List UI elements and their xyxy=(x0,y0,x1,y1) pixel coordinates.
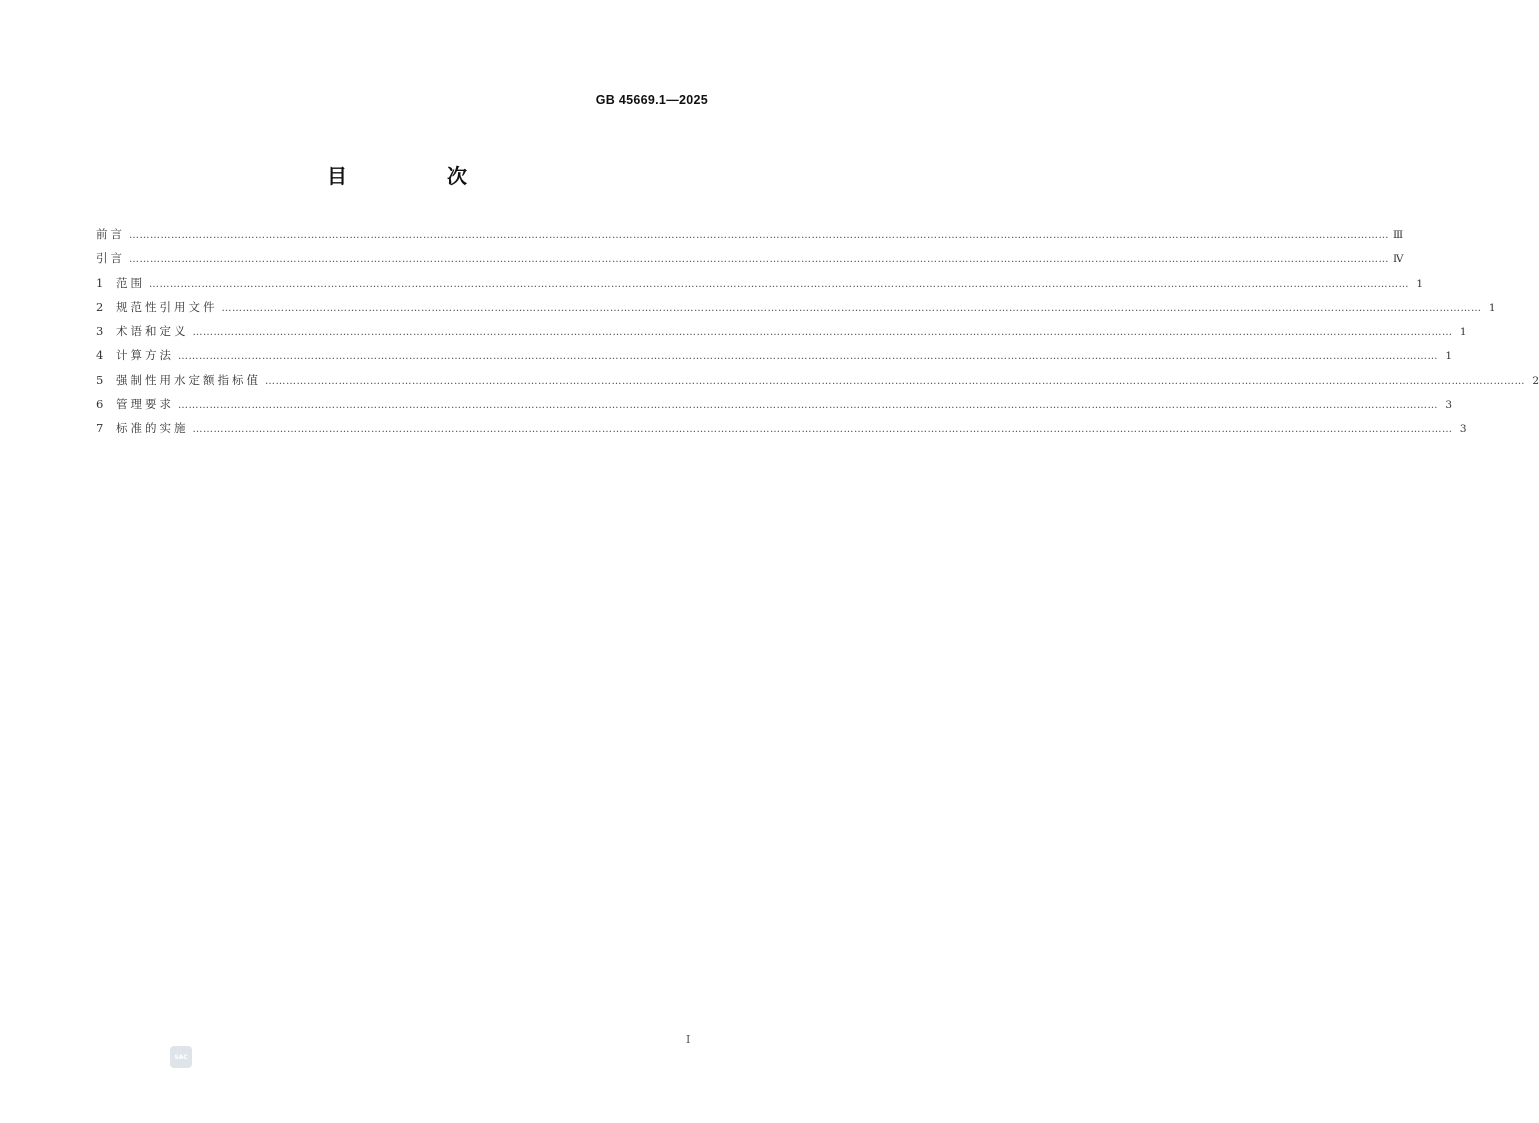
toc-entry[interactable] xyxy=(96,420,1467,444)
toc-entry[interactable] xyxy=(96,323,1467,347)
toc-leader-dots: ……………………………………………………………………………………………………………………………………………………………………………………………………………………………………………………………………………………………………………………………… xyxy=(178,400,1438,412)
toc-entry-page: Ⅳ xyxy=(1393,253,1404,266)
toc-leader-dots: ……………………………………………………………………………………………………………………………………………………………………………………………………………………………………………………………………………………………………………………………… xyxy=(129,254,1389,266)
toc-leader-dots: ……………………………………………………………………………………………………………………………………………………………………………………………………………………………………………………………………………………………………………………………… xyxy=(221,302,1482,314)
toc-entry-page: 3 xyxy=(1445,399,1452,412)
toc-leader-dots: ……………………………………………………………………………………………………………………………………………………………………………………………………………………………………………………………………………………………………………………………… xyxy=(265,375,1525,387)
toc-entry-number: 2 xyxy=(96,299,104,314)
toc-leader-dots: ……………………………………………………………………………………………………………………………………………………………………………………………………………………………………………………………………………………………………………………………… xyxy=(192,424,1453,436)
toc-entry-number: 5 xyxy=(96,372,104,387)
toc-leader-dots: ……………………………………………………………………………………………………………………………………………………………………………………………………………………………………………………………………………………………………………………………… xyxy=(192,327,1453,339)
toc-entry-number: 4 xyxy=(96,348,104,363)
toc-entry-number: 7 xyxy=(96,421,104,436)
toc-entry[interactable] xyxy=(96,250,1404,274)
toc-entry-label: 前言 xyxy=(96,227,125,241)
toc-entry-label: 管理要求 xyxy=(116,397,174,412)
toc-entry-label: 引言 xyxy=(96,251,125,266)
toc-entry-page: 3 xyxy=(1459,423,1467,436)
toc-entry-page: Ⅲ xyxy=(1393,229,1404,241)
toc-entry-page: 1 xyxy=(1416,277,1423,290)
standard-code: GB 45669.1—2025 xyxy=(595,93,708,107)
toc-entry-page: 2 xyxy=(1532,374,1539,387)
page-number: I xyxy=(686,1033,691,1046)
toc-entry[interactable] xyxy=(96,299,1496,323)
toc-leader-dots: ……………………………………………………………………………………………………………………………………………………………………………………………………………………………………………………………………………………………………………………………… xyxy=(149,278,1409,290)
toc-entry[interactable] xyxy=(96,372,1539,396)
toc-leader-dots: ……………………………………………………………………………………………………………………………………………………………………………………………………………………………………………………………………………………………………………………………… xyxy=(178,351,1438,363)
toc-entry-number: 3 xyxy=(96,324,104,339)
toc-entry-label: 标准的实施 xyxy=(116,421,189,436)
toc-entry[interactable] xyxy=(96,347,1452,371)
toc-entry[interactable] xyxy=(96,226,1404,250)
toc-entry[interactable] xyxy=(96,396,1452,420)
toc-entry-label: 强制性用水定额指标值 xyxy=(116,372,261,387)
toc-entry-label: 范围 xyxy=(116,275,145,290)
sac-logo-icon: SAC xyxy=(170,1046,192,1068)
toc-entry-label: 术语和定义 xyxy=(116,324,189,339)
page-title: 目 次 xyxy=(327,164,507,188)
toc-entry-page: 1 xyxy=(1459,326,1467,339)
toc-entry[interactable] xyxy=(96,275,1423,299)
toc-leader-dots: ……………………………………………………………………………………………………………………………………………………………………………………………………………………………………………………………………………………………………………………………… xyxy=(129,230,1389,241)
toc-entry-page: 1 xyxy=(1488,301,1496,314)
toc-entry-label: 规范性引用文件 xyxy=(116,299,218,314)
toc-entry-label: 计算方法 xyxy=(116,348,174,363)
toc-entry-number: 6 xyxy=(96,397,104,412)
toc-entry-page: 1 xyxy=(1445,350,1452,363)
table-of-contents xyxy=(96,226,1539,445)
toc-entry-number: 1 xyxy=(96,275,104,290)
